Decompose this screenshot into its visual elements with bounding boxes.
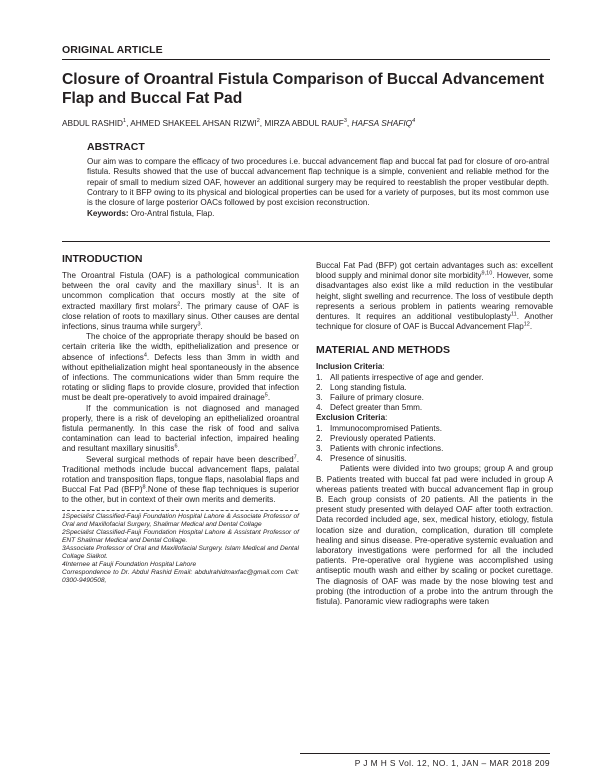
- footnotes: [62, 513, 299, 586]
- intro-paragraph-1: The Oroantral Fistula (OAF) is a pathological communication between the oral cavity and the maxillary sinus$^1$. It is an uncommon complication that occurs mostly at the site of extracted maxillary first molars$^2$. The primary cause of OAF is close relation of roots to maxillary sinus. Other causes are dental infections, sinus trauma while surgery$^3$.: [62, 271, 299, 332]
- left-column: [62, 253, 299, 586]
- abstract-rule: [62, 241, 550, 242]
- page-footer: P J M H S Vol. 12, NO. 1, JAN – MAR 2018 209: [354, 758, 550, 768]
- keywords-text: Oro-Antral fistula, Flap.: [128, 208, 215, 218]
- intro-paragraph-2: The choice of the appropriate therapy should be based on certain criteria like the width, epithelialization and presence or absence of infections$^4$. Defects less than 3mm in width and without epithelialization might heal spontaneously in the absence of infections. The communications wider than 5mm require the rotating or sliding flaps to provide closure, provided that infection must be dealt pre-operatively to avoid impaired drainage$^5$.: [62, 332, 299, 403]
- author-3: , MIRZA ABDUL RAUF: [259, 118, 344, 128]
- exclusion-item: 1. Immunocompromised Patients.: [316, 423, 442, 433]
- inclusion-item: 2. Long standing fistula.: [316, 382, 407, 392]
- methods-heading: MATERIAL AND METHODS: [316, 344, 450, 357]
- exclusion-item: 2. Previously operated Patients.: [316, 433, 436, 443]
- header-rule: [62, 59, 550, 60]
- right-column: [316, 261, 553, 607]
- inclusion-item: 3. Failure of primary closure.: [316, 393, 424, 403]
- exclusion-item: 3. Patients with chronic infections.: [316, 444, 444, 454]
- abstract-body: [87, 157, 549, 219]
- exclusion-list: [316, 424, 553, 465]
- intro-paragraph-4: Several surgical methods of repair have been described$^7$. Traditional methods include buccal advancement flaps, palatal rotation and transposition flaps, tongue flaps, nasolabial flaps and Buccal Fat Pad (BFP)$^8$.None of these flap techniques is superior to the other, but in context of their own merits and demerits.: [62, 453, 299, 505]
- methods-paragraph: Patients were divided into two groups; group A and group B. Patients treated with buccal fat pad were included in group A whereas patients treated with buccal advancement flap in group B. Each group consists of 20 patients. All the patients in the present study presented with delayed OAF after tooth extraction. Data recorded included age, sex, medical history, etiology, fistula location size and duration, complication, duration till complete healing and sinus disease. Pre-operative systemic evaluation and laboratory investigations were performed for all the included patients. Pre-operative oral hygiene was accomplished using antiseptic mouth wash and either by scaling or pocket curettage. The diagnosis of OAF was made by the nose blowing test and probing (the introduction of a probe into the antrum through the fistula). Panoramic view radiographs were taken: [316, 464, 553, 607]
- author-list: [62, 118, 562, 129]
- footnote-3: 3Associate Professor of Oral and Maxillofacial Surgery. Islam Medical and Dental Collage Sialkot.: [62, 545, 299, 561]
- author-2: , AHMED SHAKEEL AHSAN RIZWI: [126, 118, 257, 128]
- inclusion-criteria-label: Inclusion Criteria:: [316, 362, 385, 372]
- abstract-heading: ABSTRACT: [87, 141, 145, 153]
- author-separator: ,: [346, 118, 352, 128]
- inclusion-list: [316, 373, 553, 414]
- author-4-affiliation: 4: [412, 118, 416, 125]
- correspondence: Correspondence to Dr. Abdul Rashid Email: abdulrahidmaxfac@gmail.com Cell: 0300-9490508,: [62, 569, 299, 585]
- section-label: ORIGINAL ARTICLE: [62, 44, 163, 56]
- author-1-affiliation: 1: [123, 118, 127, 125]
- intro-paragraph-3: If the communication is not diagnosed and managed properly, there is a risk of developing an epithelialized oroantral fistula permanently. In this case the risk of food and saliva contamination can lead to bacterial infection, impaired healing and resultant maxillary sinusitis$^6$.: [62, 403, 299, 454]
- author-4: HAFSA SHAFIQ: [351, 118, 413, 128]
- author-2-affiliation: 2: [256, 118, 260, 125]
- author-1: ABDUL RASHID: [62, 118, 124, 128]
- footnote-divider: [62, 510, 298, 511]
- article-title: Closure of Oroantral Fistula Comparison of Buccal Advancement Flap and Buccal Fat Pad: [62, 71, 545, 107]
- inclusion-item: 1. All patients irrespective of age and gender.: [316, 372, 484, 382]
- abstract-text: Our aim was to compare the efficacy of two procedures i.e. buccal advancement flap and buccal fat pad for closure of oro-antral fistula. Results showed that the use of buccal advancement flap technique is a simple, convenient and reliable method for the repair of small to medium sized OAF, however an additional surgery may be required to reestablish the proper vestibular depth. Contrary to it BFP owing to its physical and biological properties can be used for a variety of purposes, but its most common use is the closure of large posterior OACs followed by post excision reconstruction.: [87, 157, 549, 208]
- inclusion-item: 4. Defect greater than 5mm.: [316, 403, 423, 413]
- exclusion-criteria-label: Exclusion Criteria:: [316, 413, 388, 423]
- footnote-2: 2Specialist Classified-Fauji Foundation Hospital Lahore & Assistant Professor of ENT Shalimar Medical and Dental Collage.: [62, 528, 299, 544]
- footer-rule: [300, 753, 550, 754]
- keywords-label: Keywords:: [87, 208, 129, 218]
- intro-continuation: Buccal Fat Pad (BFP) got certain advantages such as: excellent blood supply and minimal donor site morbidity$^{9,10}$. However, some disadvantages also exist like a mild reduction in the vestibular height, slight swelling and recurrence. The loss of vestibule depth represents a serious problem in patients wearing removable dentures. It requires an additional vestibuloplasty$^{11}$. Another technique for closure of OAF is Buccal Advancement Flap$^{12}$.: [316, 261, 554, 332]
- introduction-heading: INTRODUCTION: [62, 253, 143, 265]
- footnote-4: 4Internee at Fauji Foundation Hospital Lahore: [62, 561, 197, 569]
- exclusion-item: 4. Presence of sinusitis.: [316, 454, 407, 464]
- author-3-affiliation: 3: [343, 118, 347, 125]
- footnote-1: 1Specialist Classified-Fauji Foundation Hospital Lahore & Associate Professor of Oral and Maxillofacial Surgery, Shalimar Medical and Dental Collage: [62, 512, 299, 528]
